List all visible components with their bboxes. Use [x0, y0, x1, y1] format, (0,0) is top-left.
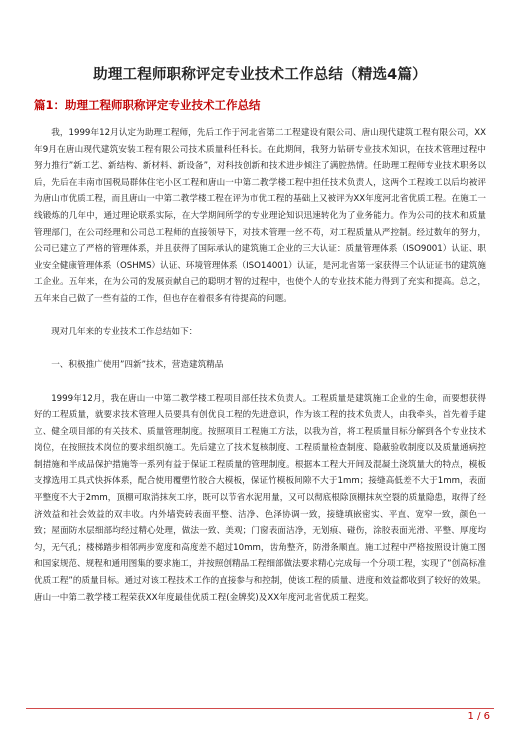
document-title: 助理工程师职称评定专业技术工作总结（精选4篇） — [93, 67, 427, 83]
body-paragraph: 我，1999年12月认定为助理工程师，先后工作于河北省第二工程建设有限公司、唐山现代建筑工程有限公司，XX年9月在唐山现代建筑安装工程有限公司技术质量科任科长。在此期间，我努力钻研专业技术知识，在技术管理过程中努力推行”新工艺、新结构、新材料、新设备”，对科技创新和技术进步倾注了满腔热情。任助理工程师专业技术职务以后，先后在丰南市国税局群体住宅小区工程和唐山一中第二教学楼工程中担任技术负责人，这两个工程竣工以后均被评为唐山市优质工程，而且唐山一中第二教学楼工程在评为市优工程的基础上又被评为XX年度河北省优质工程。在施工一线锻炼的几年中，通过理论联系实际，在大学期间所学的专业理论知识迅速转化为了业务能力。作为公司的技术和质量管理部门，在公司经理和公司总工程师的直接领导下，对技术管理一丝不苟，对工程质量从严控制。经过数年的努力，公司已建立了严格的管理体系，并且获得了国际承认的建筑施工企业的三大认证：质量管理体系（ISO9001）认证、职业安全健康管理体系（OSHMS）认证、环境管理体系（ISO14001）认证，是河北省第一家获得三个认证证书的建筑施工企业。五年来，在为公司的发展贡献自己的聪明才智的过程中，也使个人的专业技术能力得到了充实和提高。总之，五年来自己做了一些有益的工作，但也存在着很多有待提高的问题。 — [34, 128, 486, 304]
document-body — [34, 125, 486, 606]
page-number: 1 / 6 — [467, 711, 490, 722]
body-paragraph: 1999年12月，我在唐山一中第二教学楼工程项目部任技术负责人。工程质量是建筑施工企业的生命，而要想获得好的工程质量，就要求技术管理人员要具有创优良工程的先进意识，作为该工程的技术负责人，由我牵头，首先着手建立、健全项目部的有关技术、质量管理制度。按照项目工程施工方法，以我为首，将工程质量目标分解到各个专业技术岗位，在按照技术岗位的要求组织施工。先后建立了技术复核制度、工程质量检查制度、隐蔽验收制度以及质量通病控制措施和半成品保护措施等一系列有益于保证工程质量的管理制度。根据本工程大开间及混凝土浇筑量大的特点，模板支撑选用工具式快拆体系，配合使用覆塑竹胶合大模板，保证竹模板间隙不大于1mm；接缝高低差不大于1mm，表面平整度不大于2mm，顶棚可取消抹灰工序，既可以节省水泥用量，又可以彻底根除顶棚抹灰空裂的质量隐患，取得了经济效益和社会效益的双丰收。内外墙瓷砖表面平整、洁净、色泽协调一致，接缝填嵌密实、平直、宽窄一致，颜色一致；屋面防水层细部均经过精心处理，做法一致、美观；门窗表面洁净，无划痕、碰伤，涂胶表面光滑、平整、厚度均匀，无气孔；楼梯踏步相邻两步宽度和高度差不超过10mm，齿角整齐，防滑条顺直。施工过程中严格按照设计施工图和国家规范、规程和通用图集的要求施工，并按照创精品工程细部做法要求精心完成每一个分项工程，实现了”创高标准优质工程”的质量目标。通过对该工程技术工作的直接参与和控制，使该工程的质量、进度和效益都收到了较好的效果。唐山一中第二教学楼工程荣获XX年度最佳优质工程(金牌奖)及XX年度河北省优质工程奖。 — [34, 393, 486, 603]
section-heading: 篇1：助理工程师职称评定专业技术工作总结 — [34, 98, 261, 112]
footer-divider — [26, 708, 494, 709]
body-paragraph: 现对几年来的专业技术工作总结如下： — [51, 327, 198, 338]
subsection-heading: 一、积极推广使用”四新”技术，营造建筑精品 — [51, 360, 224, 371]
